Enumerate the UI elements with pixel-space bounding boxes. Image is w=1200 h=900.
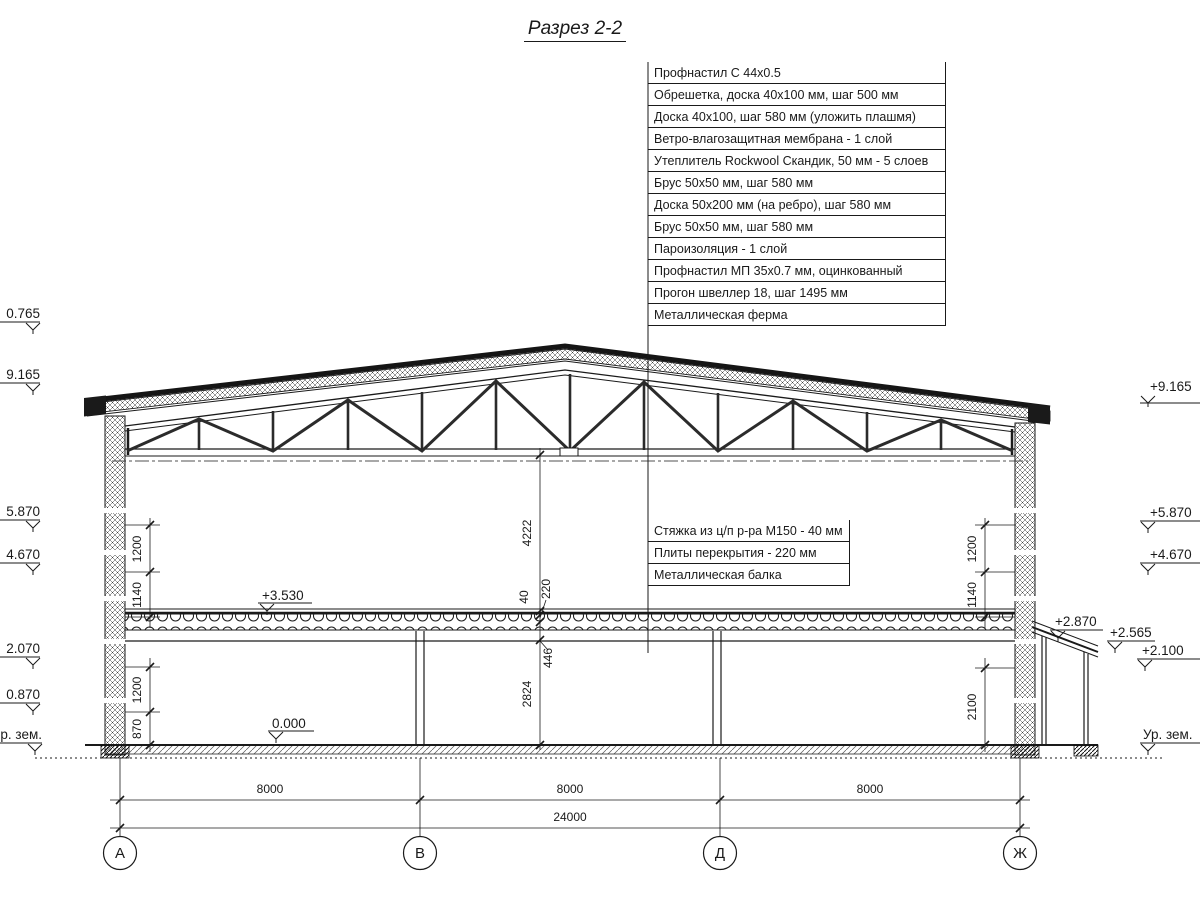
floor-callout-list	[648, 520, 850, 586]
annex	[1032, 621, 1098, 745]
roof-callout-item: Обрешетка, доска 40х100 мм, шаг 500 мм	[648, 84, 946, 106]
roof-callout-item: Прогон швеллер 18, шаг 1495 мм	[648, 282, 946, 304]
level-left-4670: 4.670	[6, 547, 40, 562]
columns	[416, 631, 721, 745]
dim-220: 220	[539, 578, 553, 600]
level-left-ground: р. зем.	[0, 727, 42, 742]
level-right-ground: Ур. зем.	[1143, 727, 1193, 742]
dim-left-870: 870	[130, 718, 144, 740]
dim-right-1140: 1140	[965, 582, 979, 608]
dim-left-1200b: 1200	[130, 676, 144, 704]
level-right-2870: +2.870	[1055, 614, 1097, 629]
dim-span-2: 8000	[556, 782, 584, 796]
level-floor2: +3.530	[262, 588, 304, 603]
floor-callout-item: Плиты перекрытия - 220 мм	[648, 542, 850, 564]
axis-D: Д	[714, 845, 726, 862]
level-left-9165: 9.165	[6, 367, 40, 382]
bottom-dimensions	[104, 758, 1037, 870]
roof-callout-item: Металлическая ферма	[648, 304, 946, 326]
floor-callout-item: Стяжка из ц/п р-ра М150 - 40 мм	[648, 520, 850, 542]
level-right-2100: +2.100	[1142, 643, 1184, 658]
truss-detail	[560, 448, 578, 456]
dim-right-1200: 1200	[965, 535, 979, 563]
dim-40: 40	[517, 590, 531, 604]
roof-callout-item: Пароизоляция - 1 слой	[648, 238, 946, 260]
walls	[104, 416, 1036, 755]
foundation-annex	[1074, 745, 1098, 756]
dim-chain-right	[965, 518, 1015, 752]
roof-callout-item: Брус 50х50 мм, шаг 580 мм	[648, 216, 946, 238]
level-right-5870: +5.870	[1150, 505, 1192, 520]
dim-left-1200a: 1200	[130, 535, 144, 563]
dim-right-2100: 2100	[965, 693, 979, 721]
roof-callout-list	[648, 62, 946, 326]
dim-446: 446	[541, 647, 555, 669]
level-left-0870: 0.870	[6, 687, 40, 702]
fascia-left	[84, 396, 106, 417]
level-right-9165: +9.165	[1150, 379, 1192, 394]
floor-callout-item: Металлическая балка	[648, 564, 850, 586]
level-left-5870: 5.870	[6, 504, 40, 519]
foundation-left	[101, 745, 129, 758]
dim-total: 24000	[553, 810, 587, 824]
dim-chain-left	[125, 518, 160, 752]
ground	[35, 745, 1165, 758]
axis-A: А	[114, 845, 126, 862]
axis-B: В	[414, 845, 426, 862]
dim-chain-center	[517, 448, 555, 750]
roof-callout-item: Брус 50х50 мм, шаг 580 мм	[648, 172, 946, 194]
level-left-2070: 2.070	[6, 641, 40, 656]
roof-callout-item: Ветро-влагозащитная мембрана - 1 слой	[648, 128, 946, 150]
drawing-title: Разрез 2-2	[490, 18, 660, 40]
elevation-marks-right	[1050, 379, 1200, 755]
elevation-marks-interior	[258, 588, 314, 743]
foundation-right	[1011, 745, 1039, 758]
roof-callout-item: Доска 50х200 мм (на ребро), шаг 580 мм	[648, 194, 946, 216]
level-right-2565: +2.565	[1110, 625, 1152, 640]
roof-callout-item: Профнастил С 44х0.5	[648, 62, 946, 84]
roof-callout-item: Профнастил МП 35х0.7 мм, оцинкованный	[648, 260, 946, 282]
dim-left-1140: 1140	[130, 582, 144, 608]
roof-callout-item: Утеплитель Rockwool Скандик, 50 мм - 5 слоев	[648, 150, 946, 172]
level-left-10765: 0.765	[6, 306, 40, 321]
roof-callout-item: Доска 40х100, шаг 580 мм (уложить плашмя)	[648, 106, 946, 128]
level-floor1: 0.000	[272, 716, 306, 731]
floor-slab	[125, 609, 1015, 641]
dim-2824: 2824	[520, 680, 534, 708]
axis-Zh: Ж	[1013, 845, 1027, 862]
level-right-4670: +4.670	[1150, 547, 1192, 562]
dim-span-1: 8000	[256, 782, 284, 796]
dim-4222: 4222	[520, 519, 534, 547]
fascia-right	[1028, 404, 1050, 425]
dim-span-3: 8000	[856, 782, 884, 796]
elevation-marks-left	[0, 306, 42, 755]
